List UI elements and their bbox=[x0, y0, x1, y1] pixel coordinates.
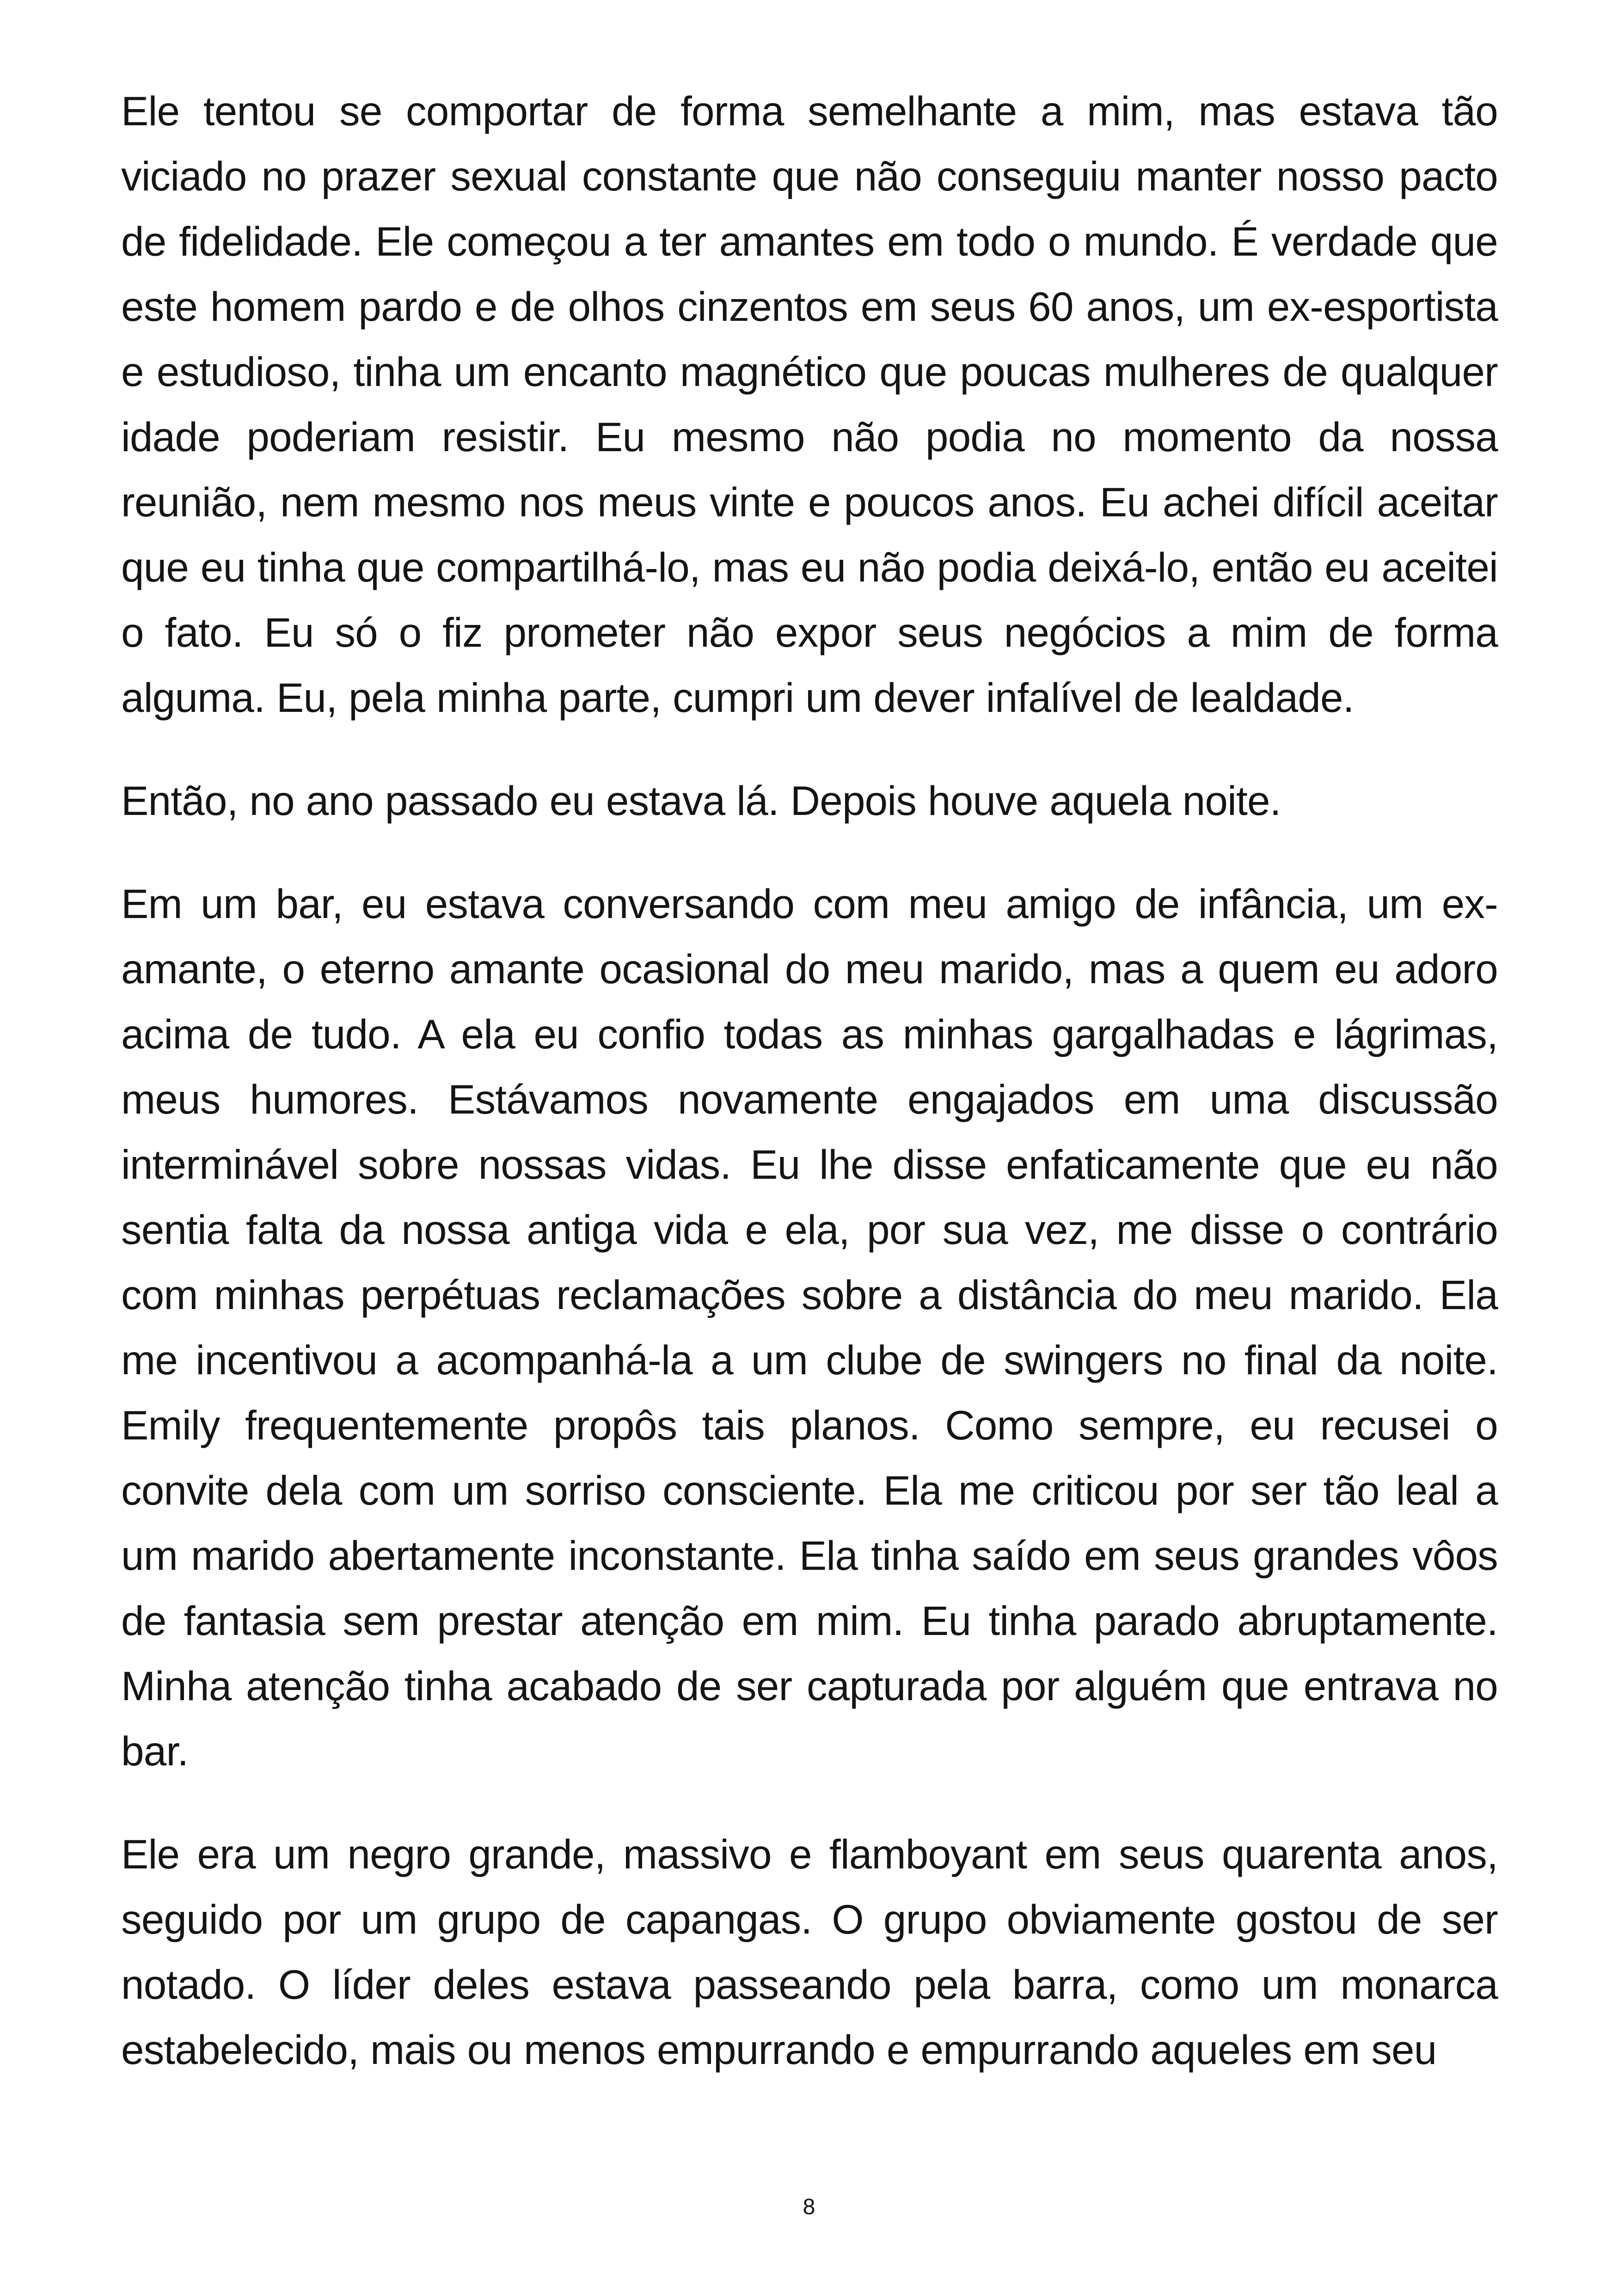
paragraph-1: Ele tentou se comportar de forma semelhante a mim, mas estava tão viciado no prazer sexual constante que não conseguiu manter nosso pacto de fidelidade. Ele começou a ter amantes em todo o mundo. É verdade que este homem pardo e de olhos cinzentos em seus 60 anos, um ex-esportista e estudioso, tinha um encanto magnético que poucas mulheres de qualquer idade poderiam resistir. Eu mesmo não podia no momento da nossa reunião, nem mesmo nos meus vinte e poucos anos. Eu achei difícil aceitar que eu tinha que compartilhá-lo, mas eu não podia deixá-lo, então eu aceitei o fato. Eu só o fiz prometer não expor seus negócios a mim de forma alguma. Eu, pela minha parte, cumpri um dever infalível de lealdade. bbox=[121, 88, 1498, 721]
paragraph-4: Ele era um negro grande, massivo e flamboyant em seus quarenta anos, seguido por um grupo de capangas. O grupo obviamente gostou de ser notado. O líder deles estava passeando pela barra, como um monarca estabelecido, mais ou menos empurrando e empurrando aqueles em seu bbox=[121, 1831, 1498, 2073]
page-body bbox=[121, 79, 1498, 2120]
paragraph-3: Em um bar, eu estava conversando com meu amigo de infância, um ex-amante, o eterno amante ocasional do meu marido, mas a quem eu adoro acima de tudo. A ela eu confio todas as minhas gargalhadas e lágrimas, meus humores. Estávamos novamente engajados em uma discussão interminável sobre nossas vidas. Eu lhe disse enfaticamente que eu não sentia falta da nossa antiga vida e ela, por sua vez, me disse o contrário com minhas perpétuas reclamações sobre a distância do meu marido. Ela me incentivou a acompanhá-la a um clube de swingers no final da noite. Emily frequentemente propôs tais planos. Como sempre, eu recusei o convite dela com um sorriso consciente. Ela me criticou por ser tão leal a um marido abertamente inconstante. Ela tinha saído em seus grandes vôos de fantasia sem prestar atenção em mim. Eu tinha parado abruptamente. Minha atenção tinha acabado de ser capturada por alguém que entrava no bar. bbox=[121, 881, 1498, 1774]
page-number: 8 bbox=[803, 2195, 815, 2219]
paragraph-2: Então, no ano passado eu estava lá. Depois houve aquela noite. bbox=[121, 778, 1281, 824]
